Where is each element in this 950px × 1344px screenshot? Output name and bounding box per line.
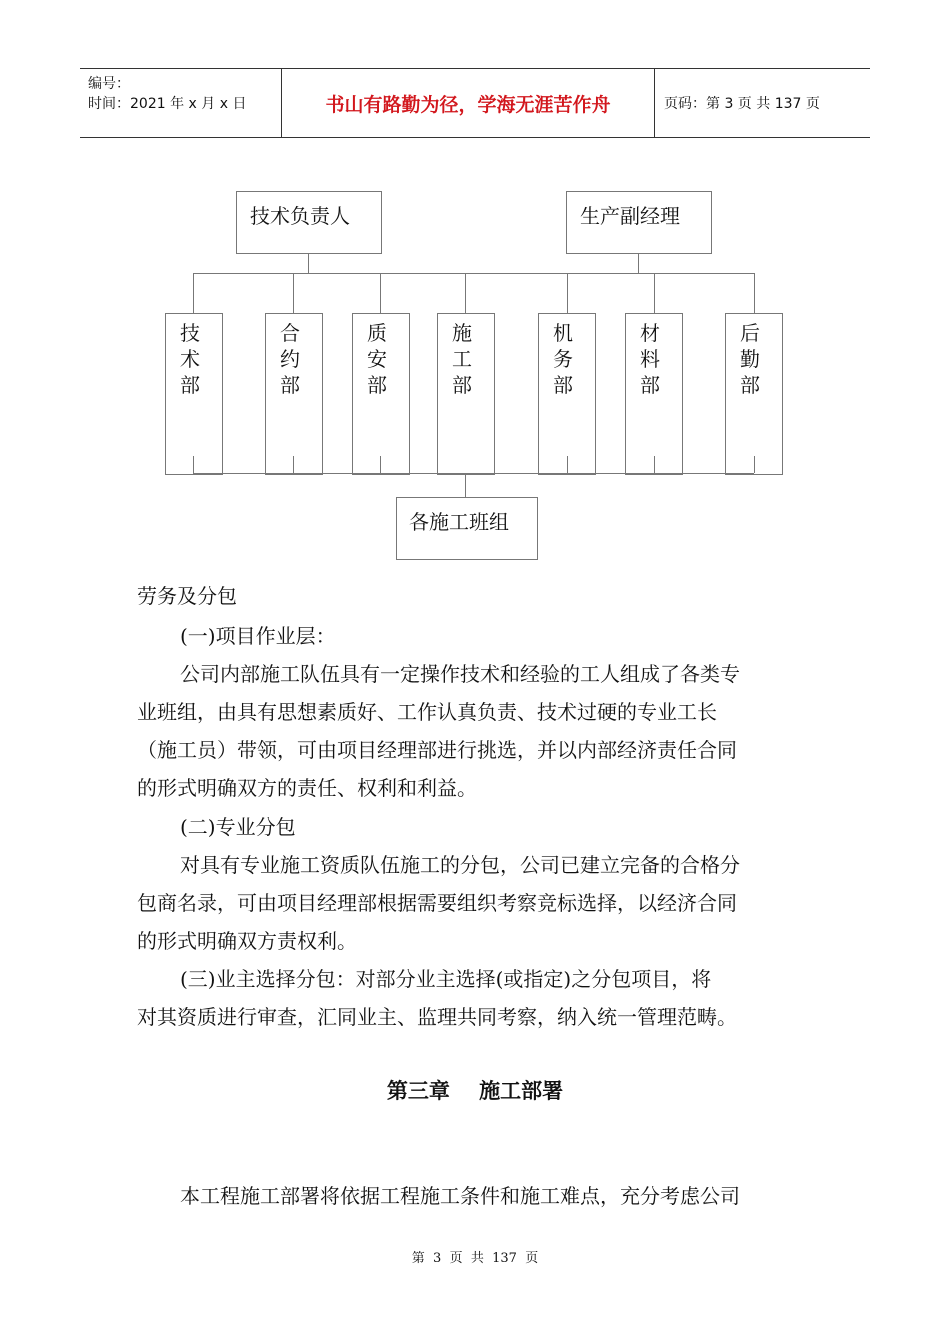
connector-tick [380,456,381,473]
connector-line [754,273,755,313]
connector-line [638,253,639,273]
connector-line [654,273,655,313]
paragraph-line: 业班组，由具有思想素质好、工作认真负责、技术过硬的专业工长 [137,700,717,724]
connector-tick [193,456,194,473]
paragraph-line: 包商名录，可由项目经理部根据需要组织考察竞标选择，以经济合同 [137,891,737,915]
org-box-dept-logistics [725,313,783,475]
connector-tick [754,456,755,473]
subsection-heading: (二)专业分包 [180,815,296,839]
dept-label: 施工部 [452,321,472,397]
org-box-tech-lead [236,191,382,254]
document-number-label: 编号： [88,76,130,92]
header-motto-cell [282,69,655,137]
connector-line [465,473,466,497]
paragraph-line: 对具有专业施工资质队伍施工的分包，公司已建立完备的合格分 [180,853,740,877]
paragraph-line: 本工程施工部署将依据工程施工条件和施工难点，充分考虑公司 [180,1184,740,1208]
paragraph-line: (三)业主选择分包：对部分业主选择(或指定)之分包项目，将 [180,967,712,991]
header-page-info: 页码：第 3 页 共 137 页 [664,96,820,112]
dept-label: 技术部 [180,321,200,397]
paragraph-line: 的形式明确双方责权利。 [137,929,357,953]
connector-tick [567,456,568,473]
dept-label: 材料部 [640,321,660,397]
chapter-title: 第三章 施工部署 [386,1079,564,1103]
org-box-work-teams [396,497,538,560]
connector-line [465,273,466,313]
connector-line [380,273,381,313]
paragraph-line: 对其资质进行审查，汇同业主、监理共同考察，纳入统一管理范畴。 [137,1005,737,1029]
org-box-tech-lead-label: 技术负责人 [250,204,350,228]
connector-line [293,273,294,313]
paragraph-line: 的形式明确双方的责任、权利和利益。 [137,776,477,800]
section-heading: 劳务及分包 [137,584,237,608]
org-box-dept-construction [437,313,495,475]
page-footer: 第 3 页 共 137 页 [411,1251,539,1266]
header-motto: 书山有路勤为径，学海无涯苦作舟 [325,93,611,116]
dept-label: 机务部 [553,321,573,397]
connector-line [308,253,309,273]
org-box-dept-materials [625,313,683,475]
org-box-dept-machinery [538,313,596,475]
connector-line [193,273,194,313]
org-box-work-teams-label: 各施工班组 [409,510,509,534]
page-header [80,68,870,138]
paragraph-line: 公司内部施工队伍具有一定操作技术和经验的工人组成了各类专 [180,662,740,686]
dept-label: 合约部 [280,321,300,397]
org-box-production-manager [566,191,712,254]
dept-label: 后勤部 [740,321,760,397]
org-box-dept-contract [265,313,323,475]
connector-line [567,273,568,313]
subsection-heading: (一)项目作业层： [180,624,336,648]
org-box-production-manager-label: 生产副经理 [580,204,680,228]
connector-line [193,273,754,274]
header-meta-cell [80,69,282,137]
dept-label: 质安部 [367,321,387,397]
document-date-label: 时间：2021 年 x 月 x 日 [88,96,247,112]
paragraph-line: （施工员）带领，可由项目经理部进行挑选，并以内部经济责任合同 [137,738,737,762]
connector-tick [654,456,655,473]
org-box-dept-quality-safety [352,313,410,475]
org-box-dept-tech [165,313,223,475]
connector-tick [293,456,294,473]
connector-line [193,473,754,474]
